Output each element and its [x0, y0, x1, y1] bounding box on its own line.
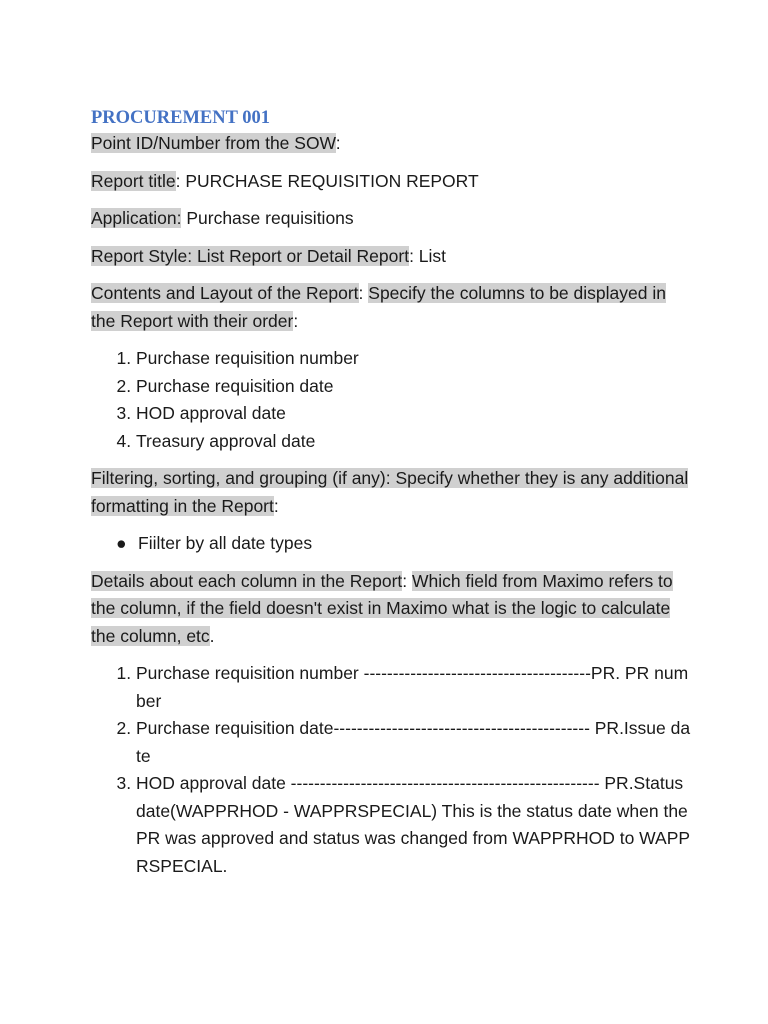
report-style-value: : List — [409, 245, 447, 266]
contents-line — [91, 280, 691, 335]
application-line — [91, 205, 691, 233]
details-end: . — [209, 625, 215, 646]
filter-list — [91, 530, 691, 558]
list-item: 3. HOD approval date — [136, 400, 691, 428]
filtering-end: : — [273, 495, 279, 516]
list-item: 1. Purchase requisition number — [136, 345, 691, 373]
list-item: 4. Treasury approval date — [136, 428, 691, 456]
contents-label: Contents and Layout of the Report — [91, 283, 359, 303]
list-item — [116, 530, 691, 558]
column-details-list — [91, 660, 691, 880]
details-sep: : — [402, 570, 413, 591]
columns-list — [91, 345, 691, 455]
details-instruction: Which field from Maximo refers to the column, if the field doesn't exist in Maximo what is the logic to calculate the column, etc — [91, 570, 673, 646]
contents-end: : — [293, 310, 299, 331]
point-id-label: Point ID/Number from the SOW — [91, 133, 336, 153]
application-label: Application: — [91, 208, 182, 228]
report-title-value: : PURCHASE REQUISITION REPORT — [175, 170, 479, 191]
report-title-line — [91, 168, 691, 196]
report-title-label: Report title — [91, 170, 176, 191]
contents-instruction: Specify the columns to be displayed in the Report with their order — [91, 283, 666, 331]
list-item: 2. Purchase requisition date — [136, 373, 691, 401]
report-style-line — [91, 243, 691, 271]
report-style-label: Report Style: List Report or Detail Report — [91, 245, 410, 266]
point-id-sep: : — [335, 133, 341, 153]
document-heading: PROCUREMENT 001 — [91, 108, 271, 128]
contents-sep: : — [358, 283, 369, 303]
filtering-line — [91, 465, 691, 520]
point-id-line — [91, 130, 691, 158]
bullet-icon: ● — [116, 533, 127, 553]
details-label: Details about each column in the Report — [91, 570, 403, 591]
details-line — [91, 568, 691, 651]
list-item: 3. HOD approval date ----------------------------------------------------- PR.Status date(WAPPRHOD - WAPPRSPECIAL) This is the status date when the PR was approved and status was changed from WAPPRHOD to WAPPRSPECIAL. — [136, 770, 691, 880]
application-value: Purchase requisitions — [181, 208, 354, 228]
list-item: 1. Purchase requisition number ---------------------------------------PR. PR number — [136, 660, 691, 715]
filtering-label: Filtering, sorting, and grouping (if any): Specify whether they is any additional formatting in the Report — [91, 468, 689, 516]
list-item: 2. Purchase requisition date-------------------------------------------- PR.Issue date — [136, 715, 691, 770]
list-item-text: Fiilter by all date types — [138, 533, 313, 553]
document-page — [91, 106, 691, 890]
